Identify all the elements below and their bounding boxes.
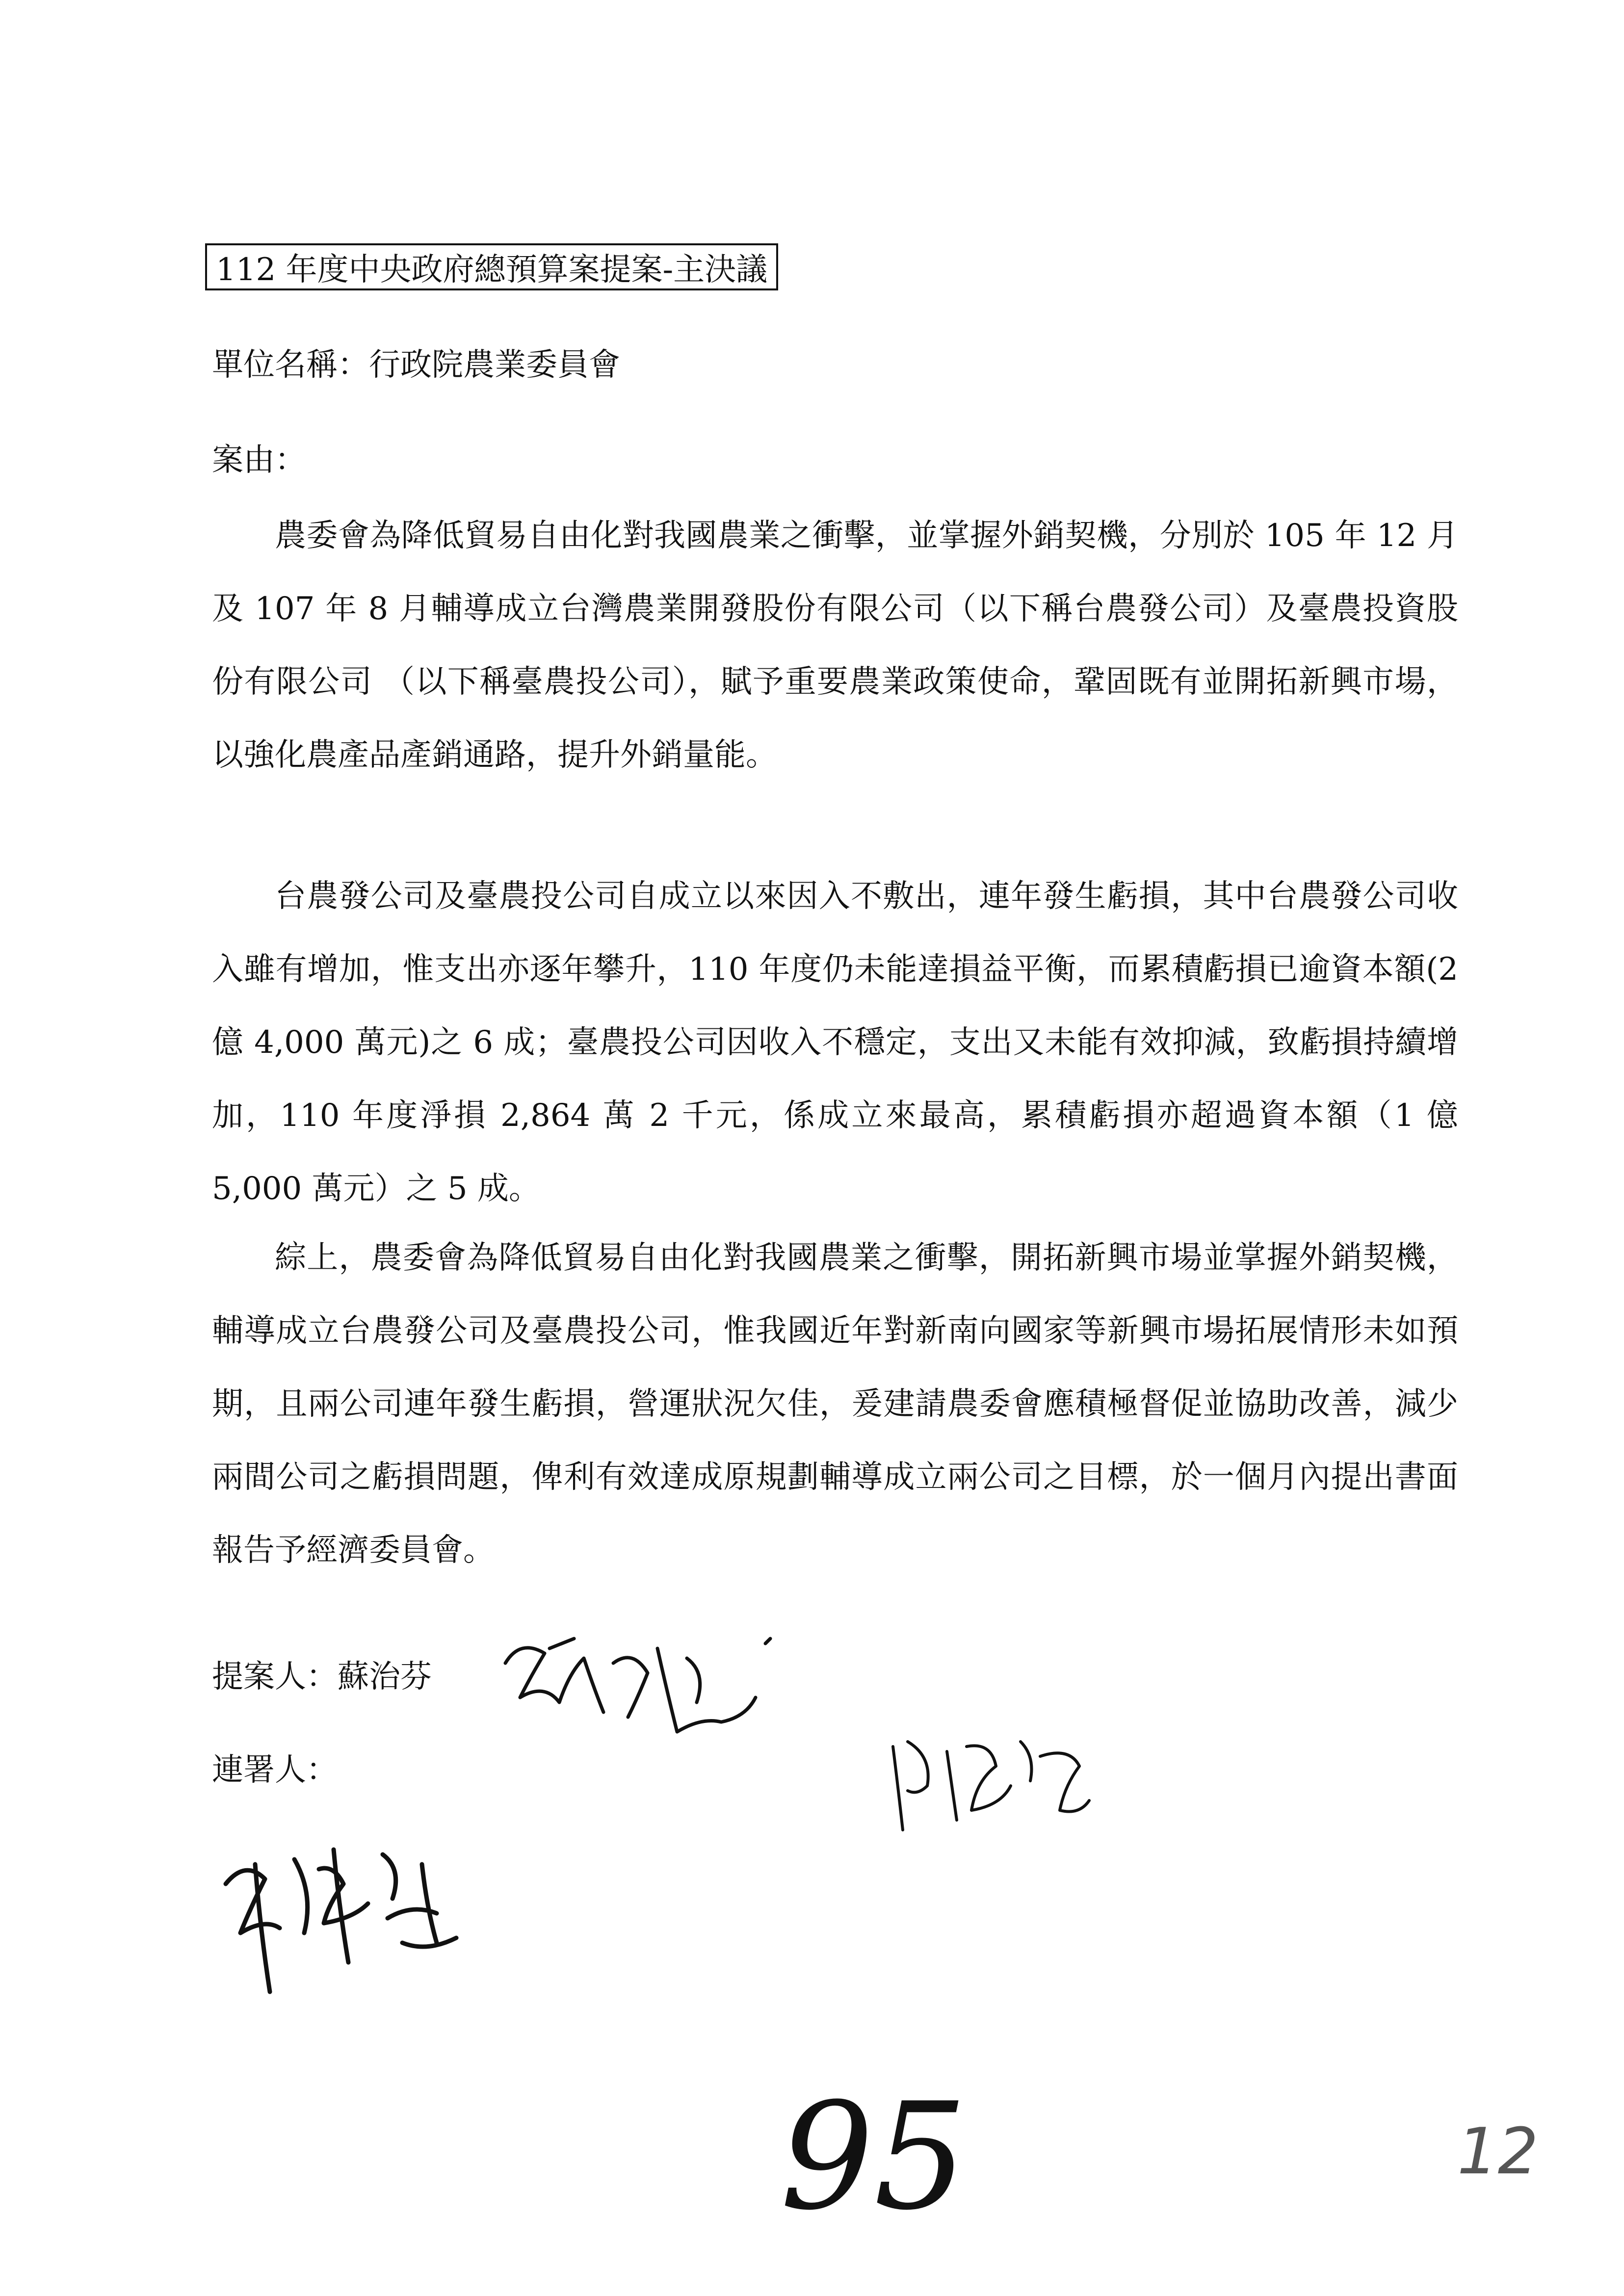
reason-paragraph-1: 農委會為降低貿易自由化對我國農業之衝擊，並掌握外銷契機，分別於 105 年 12 月及 107 年 8 月輔導成立台灣農業開發股份有限公司（以下稱台農發公司）及臺農投資股份有限公司 （以下稱臺農投公司），賦予重要農業政策使命，鞏固既有並開拓新興市場，以強化農產品產銷通路，提升外銷量能。 (212, 518, 1458, 773)
proposer-name: 蘇治芬 (338, 1659, 432, 1695)
proposer-signature (491, 1619, 795, 1747)
corner-number-text: 12 (1457, 2114, 1539, 2189)
unit-label: 單位名稱： (212, 347, 369, 383)
cosigner-signature-2 (206, 1805, 481, 2011)
unit-line (212, 345, 620, 385)
cosigners-label: 連署人： (212, 1752, 338, 1788)
proposal-title: 112 年度中央政府總預算案提案-主決議 (205, 243, 778, 290)
cosigner-signature-1 (873, 1712, 1109, 1850)
proposer-line (212, 1657, 432, 1696)
unit-value: 行政院農業委員會 (369, 347, 620, 383)
handwritten-page-number (775, 2071, 968, 2243)
proposer-label: 提案人： (212, 1659, 338, 1695)
reason-label: 案由： (212, 442, 306, 478)
reason-paragraph-3: 綜上，農委會為降低貿易自由化對我國農業之衝擊，開拓新興市場並掌握外銷契機，輔導成立台農發公司及臺農投公司，惟我國近年對新南向國家等新興市場拓展情形未如預期，且兩公司連年發生虧損，營運狀況欠佳，爰建請農委會應積極督促並協助改善，減少兩間公司之虧損問題，俾利有效達成原規劃輔導成立兩公司之目標，於一個月內提出書面報告予經濟委員會。 (212, 1240, 1458, 1568)
page-number-text: 95 (780, 2071, 968, 2243)
handwritten-corner-number (1452, 2114, 1570, 2189)
reason-paragraph-2: 台農發公司及臺農投公司自成立以來因入不敷出，連年發生虧損，其中台農發公司收入雖有增加，惟支出亦逐年攀升，110 年度仍未能達損益平衡，而累積虧損已逾資本額(2 億 4,000 萬元)之 6 成；臺農投公司因收入不穩定，支出又未能有效抑減，致虧損持續增加，110 年度淨損 2,864 萬 2 千元，係成立來最高，累積虧損亦超過資本額（1 億 5,000 萬元）之 5 成。 (212, 878, 1458, 1207)
